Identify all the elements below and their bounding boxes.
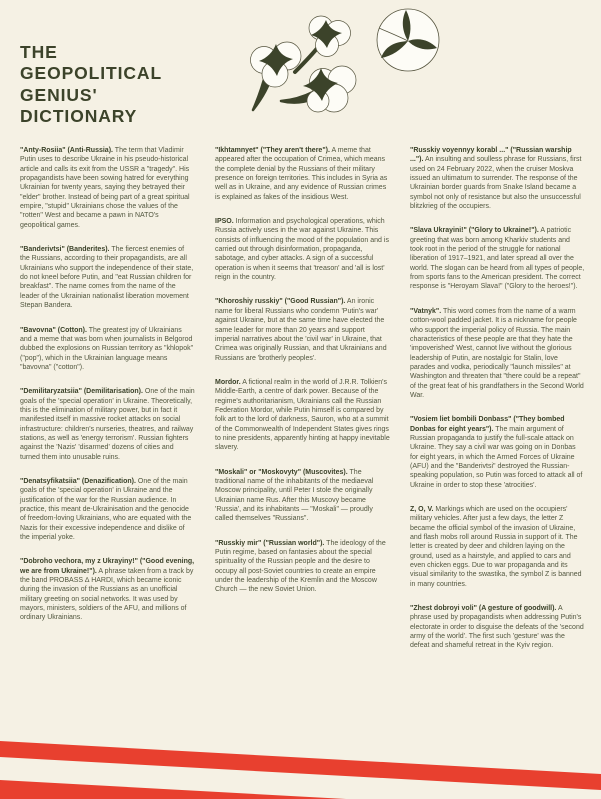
dictionary-entry (20, 146, 195, 230)
column-middle (215, 146, 390, 610)
entry-body: The fiercest enemies of the Russians, according to their propagandists, are all Ukrainians who support the independence of their state, do not kneel before Putin, and "eat Russian children for breakfast". The name comes from the name of the leader of the Ukrainian nationalist liberation movement Stepan Bandera. (20, 246, 194, 310)
entry-term: "Dobroho vechora, my z Ukrayiny!" ("Good evening, we are from Ukraine!"). (20, 558, 195, 575)
column-left (20, 146, 195, 638)
entry-body: Information and psychological operations, which Russia actively uses in the war against Ukraine. This consists of influencing the mood of the population and is carried out through disinformation, propaganda, sabotage, and cyber attacks. A sign of a successful operation is when it seems that 'treason' and 'all is lost' reign in the country. (215, 218, 389, 282)
column-right (410, 146, 585, 666)
dictionary-entry (410, 604, 585, 651)
entry-term: "Vatnyk". (410, 307, 442, 315)
entry-term: Z, O, V. (410, 506, 434, 513)
dictionary-entry (215, 217, 390, 282)
entry-body: A phrase used by propagandists when addressing Putin's electorate in order to disguise the defeats of the 'second army of the world'. The first such 'gesture' was the defeat and shameful retreat in the Kyiv region. (410, 605, 584, 650)
entry-body: This word comes from the name of a warm cotton-wool padded jacket. It is a nickname for people who support the imperial policy of Russia. The main characteristics of these people are that they hate the 'impoverished' West, cannot live without the glorious leadership of Putin, are nostalgic for Stalin, love parades and vodka, periodically "launch missiles" at Washington and threaten that "there could be a repeat" of the great feat of his grandfathers in the Second World War. (410, 307, 584, 399)
dictionary-entry (410, 307, 585, 400)
entry-body: One of the main goals of the 'special operation' in Ukraine and the justification of the war for the Russian audience. In practice, this meant de-Ukrainisation and the genocide of freedom-loving Ukrainians, who are equated with the Nazis for their excessive independence and dislike of the imperial yoke. (20, 477, 192, 542)
dictionary-entry (20, 557, 195, 622)
dictionary-entry (20, 477, 195, 542)
dictionary-entry (410, 226, 585, 291)
entry-body: An ironic name for liberal Russians who condemn 'Putin's war' against Ukraine, but at the same time have elected the same leader for more than 20 years and support imperial narratives about the 'civil war' in Ukraine, that Crimea was originally Russian, and that Ukrainians and Russians are 'brotherly peoples'. (215, 298, 387, 362)
dictionary-entry (20, 245, 195, 310)
entry-term: "Banderivtsi" (Banderites). (20, 246, 110, 254)
entry-term: "Moskali" or "Moskovyty" (Muscovites). (215, 468, 348, 476)
entry-term: "Russkiy voyennyy korabl ..." ("Russian warship ..."). (410, 147, 572, 164)
entry-term: "Zhest dobroyi voli" (A gesture of goodwill). (410, 605, 557, 613)
entry-term: "Slava Ukrayini!" ("Glory to Ukraine!"). (410, 227, 539, 235)
dictionary-entry (215, 146, 390, 202)
dictionary-columns (20, 146, 585, 666)
dictionary-entry (215, 378, 390, 453)
entry-term: "Ikhtamnyet" ("They aren't there"). (215, 147, 330, 154)
entry-term: "Vosiem liet bombili Donbass" ("They bombed Donbas for eight years"). (410, 416, 565, 433)
entry-term: "Russkiy mir" ("Russian world"). (215, 539, 325, 547)
page-title (20, 42, 162, 128)
entry-body: The ideology of the Putin regime, based on fantasies about the special spirituality of the Russian people and the desire to occupy all post-Soviet countries to create an empire under the leadership of the Kremlin and the Moscow Church — the new Soviet Union. (215, 539, 386, 594)
dictionary-entry (215, 468, 390, 524)
cotton-flowers-illustration (233, 0, 445, 140)
entry-term: IPSO. (215, 218, 234, 226)
page-title-line: GEOPOLITICAL (20, 63, 163, 84)
entry-body: One of the main goals of the 'special operation' in Ukraine. Theoretically, this is the elimination of military power, but in fact it manifested itself in massive rocket attacks on social infrastructure: children's nurseries, theatres, and railway stations, as well as 'energy terrorism'. Russian fighters against the 'Nazis' 'disarmed' dozens of cities and turned them into unusable ruins. (20, 388, 195, 461)
entry-body: A patriotic greeting that was born among Kharkiv students and took root in the period of the struggle for national liberation of 1917–1921, and later spread all over the world. The slogan can be heard from all types of people, from sports fans to the American president. The correct response is "Heroyam Slava!" ("Glory to the heroes!"). (410, 227, 585, 291)
cotton-boll-bottom-icon (281, 66, 356, 112)
page-title-line: GENIUS' (20, 84, 98, 105)
entry-body: Markings which are used on the occupiers' military vehicles. After just a few days, the letter Z became the official symbol of the invasion of Ukraine, and flash mobs roll around Russia in support of it. The letter is created by deer and children laying on the ground, used as a hairstyle, and applied to cars and even chicken eggs. Due to war propaganda and its visual similarity to the swastika, the symbol Z is banned in many countries. (410, 506, 582, 588)
dictionary-entry (410, 146, 585, 211)
entry-body: A phrase taken from a track by the band PROBASS ∆ HARDI, which became iconic during the invasion of the Russians as an unofficial military greeting on social networks. It was used by mayors, ministers, soldiers of the AFU, and millions of ordinary Ukrainians. (20, 567, 194, 622)
entry-term: Mordor. (215, 378, 241, 386)
entry-body: The main argument of Russian propaganda to justify the full-scale attack on Ukraine. They say a civil war was going on in Donbas for eight years, in which the Armed Forces of Ukraine (AFU) and the "Banderivtsi" destroyed the Russian-speaking population, so Putin was forced to attack all of Ukraine in order to stop these 'atrocities'. (410, 425, 583, 489)
page-title-line: DICTIONARY (20, 106, 138, 127)
cotton-boll-right-icon (377, 9, 439, 71)
entry-term: "Denatsyfikatsiia" (Denazification). (20, 477, 136, 485)
dictionary-entry (410, 505, 585, 589)
cotton-boll-top-icon (295, 16, 351, 72)
entry-term: "Demilitaryzatsiia" (Demilitarisation). (20, 388, 143, 396)
entry-body: The term that Vladimir Putin uses to describe Ukraine in his pseudo-historical article and calls its exit from the USSR a "tragedy". His propagandists have been sowing hatred for everything Ukrainian for twenty years, saying they betrayed their "elder" brother. Instead of being part of a great spiritual empire, "stupid" Ukrainians chose the values of the "rotten" West and became a pawn in NATO's geopolitical games. (20, 147, 190, 229)
dictionary-entry (215, 539, 390, 595)
entry-body: An insulting and soulless phrase for Russians, first used on 24 February 2022, when the cruiser Moskva issued an ultimatum to surrender. The response of the Ukrainian border guards from Snake Island became a symbol not only of resistance but also the unsuccessful blitzkrieg of the occupiers. (410, 156, 582, 211)
entry-body: A fictional realm in the world of J.R.R. Tolkien's Middle-Earth, a centre of dark power. Because of the regime's authoritarianism, Ukrainians call the Russian Federation Mordor, while Putin himself is compared by folk art to the lord of darkness, Sauron, who at a summit of the Commonwealth of Independent States gives rings to nine presidents, apparently hinting at happy inevitable slavery. (215, 378, 390, 452)
entry-term: "Anty-Rosiia" (Anti-Russia). (20, 147, 113, 154)
dictionary-entry (20, 326, 195, 373)
entry-term: "Bavovna" (Cotton). (20, 326, 87, 334)
dictionary-entry (410, 415, 585, 490)
dictionary-entry (215, 297, 390, 362)
entry-body: A meme that appeared after the occupation of Crimea, which means the complete denial by the Russians of their military presence on foreign territories. This includes in Syria as well as in Ukraine, and any evidence of Russian crimes is explained as fakes of the insidious West. (215, 147, 388, 201)
page-title-line: THE (20, 41, 58, 62)
entry-body: The greatest joy of Ukrainians and a meme that was born when journalists in Belgorod dubbed the explosions on Russian territory as "khlopok" ("pop"), which in the Ukrainian language means "bavovna" ("cotton"). (20, 326, 194, 371)
entry-term: "Khoroshiy russkiy" ("Good Russian"). (215, 298, 346, 306)
entry-body: The traditional name of the inhabitants of the mediaeval Moscow principality, until Peter I stole the originally Ukrainian name Rus. After this Muscovy became 'Russia', and its inhabitants — "Moskali" — proudly called themselves "Russians". (215, 468, 374, 523)
dictionary-entry (20, 387, 195, 462)
